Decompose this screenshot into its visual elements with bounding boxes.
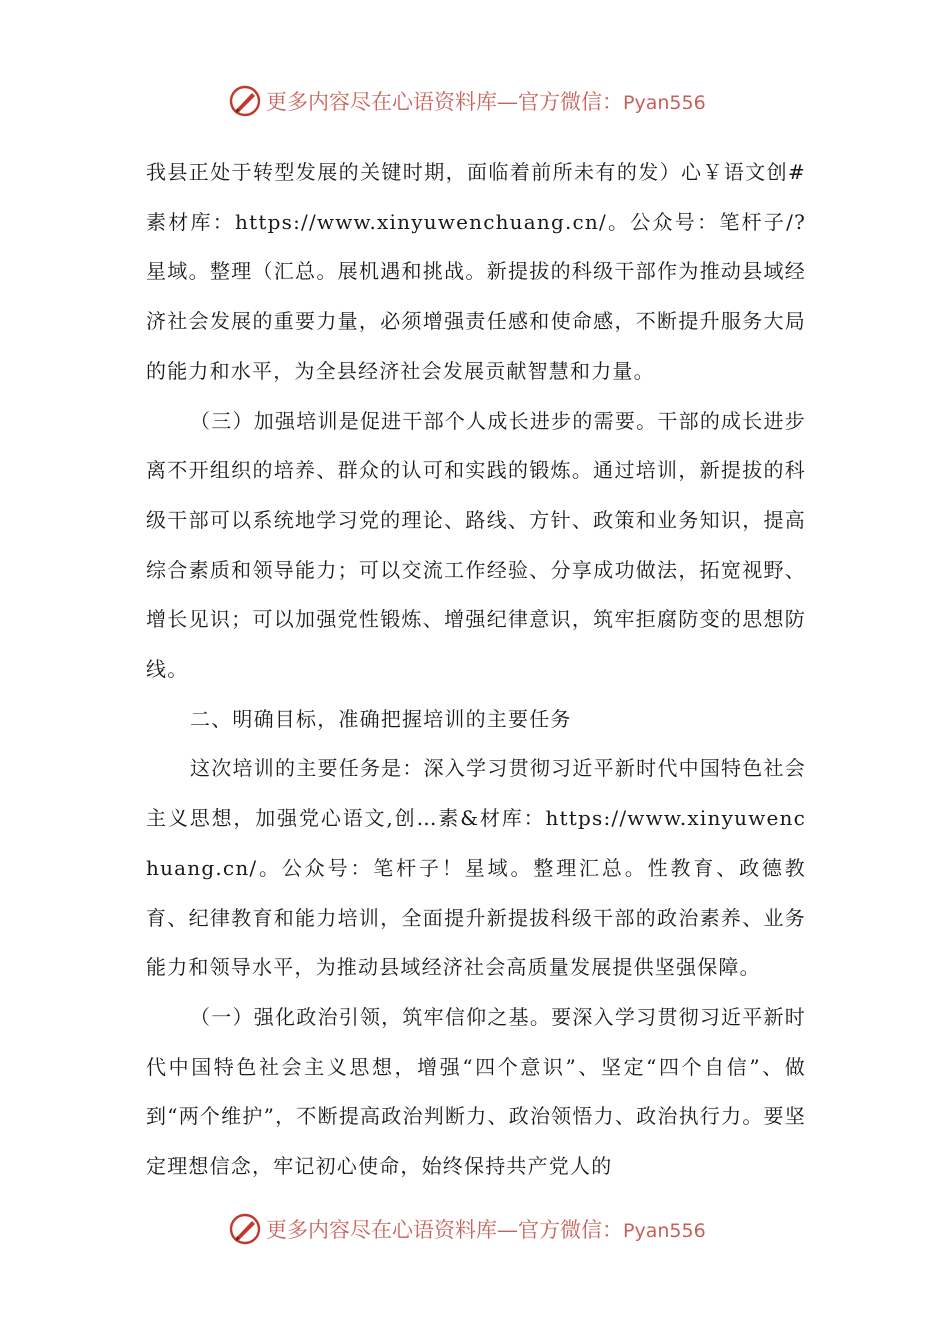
banner-wechat-id: Pyan556: [623, 1220, 706, 1242]
document-body: [146, 148, 806, 1192]
banner-slogan: 更多内容尽在心语资料库—官方微信：: [266, 1218, 623, 1242]
banner-wechat-id: Pyan556: [623, 92, 706, 114]
pen-logo-icon: [228, 84, 262, 118]
section-heading: 二、明确目标，准确把握培训的主要任务: [190, 706, 572, 731]
banner-slogan: 更多内容尽在心语资料库—官方微信：: [266, 90, 623, 114]
banner-text: [266, 1217, 706, 1244]
paragraph-4: （一）强化政治引领，筑牢信仰之基。要深入学习贯彻习近平新时代中国特色社会主义思想，增强“四个意识”、坚定“四个自信”、做到“两个维护”，不断提高政治判断力、政治领悟力、政治执行力。要坚定理想信念，牢记初心使命，始终保持共产党人的: [146, 1004, 806, 1179]
paragraph-3: 这次培训的主要任务是：深入学习贯彻习近平新时代中国特色社会主义思想，加强党心语文,创…素&材库：https://www.xinyuwenchuang.cn/。公众号：笔杆子！星域。整理汇总。性教育、政德教育、纪律教育和能力培训，全面提升新提拔科级干部的政治素养、业务能力和领导水平，为推动县域经济社会高质量发展提供坚强保障。: [146, 756, 806, 980]
paragraph-1: 我县正处于转型发展的关键时期，面临着前所未有的发）心￥语文创#素材库：https://www.xinyuwenchuang.cn/。公众号：笔杆子/?星域。整理（汇总。展机遇和挑战。新提拔的科级干部作为推动县域经济社会发展的重要力量，必须增强责任感和使命感，不断提升服务大局的能力和水平，为全县经济社会发展贡献智慧和力量。: [146, 160, 806, 383]
footer-watermark-banner: [0, 1210, 950, 1250]
pen-logo-icon: [228, 1212, 262, 1246]
banner-text: [266, 89, 706, 116]
header-watermark-banner: [0, 82, 950, 122]
paragraph-2: （三）加强培训是促进干部个人成长进步的需要。干部的成长进步离不开组织的培养、群众的认可和实践的锻炼。通过培训，新提拔的科级干部可以系统地学习党的理论、路线、方针、政策和业务知识，提高综合素质和领导能力；可以交流工作经验、分享成功做法，拓宽视野、增长见识；可以加强党性锻炼、增强纪律意识，筑牢拒腐防变的思想防线。: [146, 408, 806, 682]
